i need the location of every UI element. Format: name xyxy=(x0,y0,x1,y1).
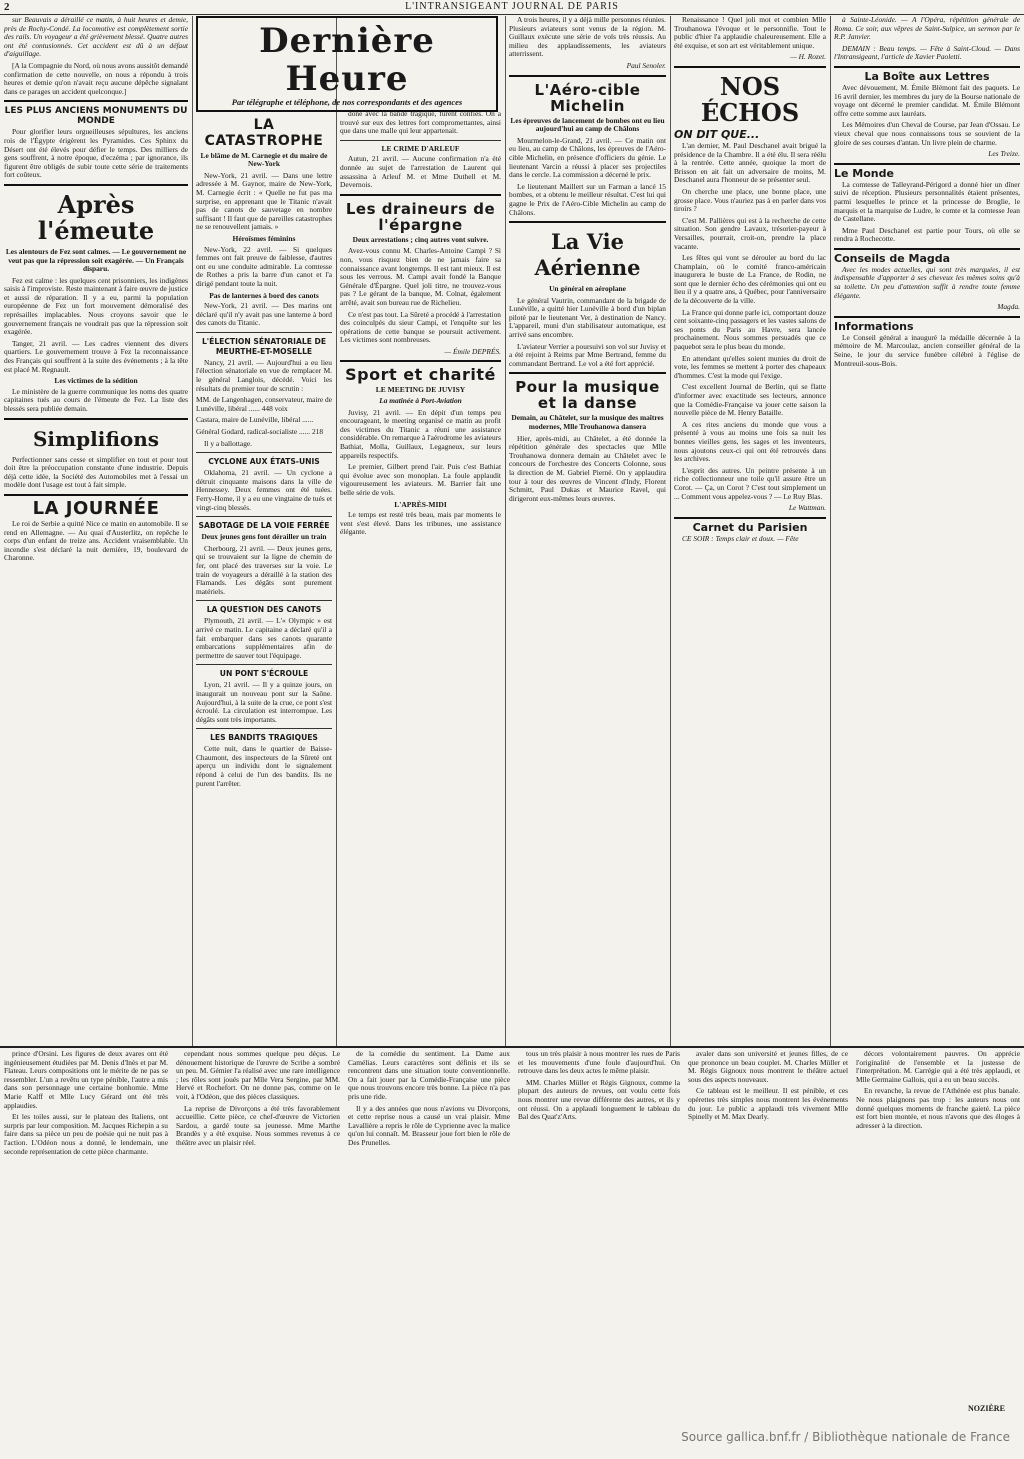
paragraph: done avec la bande tragique, furent confiés. On a trouvé sur eux des lettres fort compromettantes, ainsi que dans une malle qui leur appartenait. xyxy=(340,109,501,136)
bottom-column-4 xyxy=(518,1050,680,1420)
section-title: Dernière Heure xyxy=(259,21,435,99)
subheadline: Un général en aéroplane xyxy=(549,284,626,294)
headline: Informations xyxy=(834,319,914,333)
paragraph: Le temps est resté très beau, mais par moments le vent s'est élevé. Dans les tribunes, une assistance élégante. xyxy=(340,510,501,537)
paragraph: Il y a des années que nous n'avions vu Divorçons, et cette reprise nous a causé un vrai plaisir. Mme Lavallière a repris le rôle de Cyprienne avec la malice qu'on lui connaît. M. Brasseur joue fort bien le rôle de Des Prunelles. xyxy=(348,1103,510,1147)
echo-paragraph: L'esprit des autres. Un peintre présente à un riche collectionneur une toile qu'il assure être un Corot. — Ça, un Corot ? C'est tout simplement un ... Comment vous appelez-vous ? — Le Ruy Blas. xyxy=(674,465,826,501)
paragraph: Avez-vous connu M. Charles-Antoine Campi ? Si non, vous risquez bien de ne jamais faire sa connaissance avant longtemps. Il est tant mieux. Il est sous les verrous. M. Campi avait fondé la Banque Générale d'Épargne. Quel joli titre, ne trouvez-vous pas ? Le gérant de la banque, M. Colnat, également arrêté, avait son bureau rue de Richelieu. xyxy=(340,246,501,307)
echo-paragraph: En attendant qu'elles soient munies du droit de vote, les femmes se mettent à porter des chapeaux d'hommes. C'est la mode qui l'exige. xyxy=(674,353,826,380)
byline: — Émile DEPRÉS. xyxy=(444,346,501,356)
subheadline: Les alentours de Fez sont calmes. — Le gouvernement ne veut pas que la répression soit exagérée. — Un Français disparu. xyxy=(5,246,187,274)
headline: L'Aéro-cible Michelin xyxy=(534,80,641,115)
headline: Pour la musique et la danse xyxy=(515,378,660,413)
paragraph: avaler dans son université et jeunes filles, de ce que prononce un beau couplet. M. Charles Müller et M. Régis Gignoux nous montrent le théâtre actuel sous des aspects nouveaux. xyxy=(688,1049,848,1084)
headline: UN PONT S'ÉCROULE xyxy=(219,669,309,679)
echo-paragraph: A ces rites anciens du monde que vous a présenté à vous au moins une fois sa nuit les bonnes vieilles gens, les sages et les inventeurs, nous ajoutons ceux-ci qui ont été retrouvés dans les archives. xyxy=(674,419,826,464)
paragraph: décors volontairement pauvres. On apprécie l'originalité de l'ensemble et la justesse de l'interprétation. M. Carrégie qui a été très applaudi, et Mlle Germaine Gallois, qui a eu un beau succès. xyxy=(856,1049,1020,1084)
subheadline: Deux jeunes gens font dérailler un train xyxy=(201,532,327,542)
column-3 xyxy=(340,110,501,1046)
byline: Magda. xyxy=(997,302,1020,312)
headline: L'ÉLECTION SÉNATORIALE DE MEURTHE-ET-MOSELLE xyxy=(201,336,327,356)
paragraph: Mme Paul Deschanel est partie pour Tours, où elle se rendra à Rochecotte. xyxy=(834,225,1020,244)
headline: La Boîte aux Lettres xyxy=(864,69,990,83)
bottom-column-6 xyxy=(856,1050,1020,1420)
paragraph: L'aviateur Verrier a poursuivi son vol sur Juvisy et a été rejoint à Reims par Mme Bertrand, femme du commandant Bertrand. Le vol a été fort apprécié. xyxy=(509,341,666,368)
paragraph: Ce tableau est le meilleur. Il est pénible, et ces opérettes très simples nous montrent les événements du jour. Le public a applaudi très vivement Mlle Spinelly et M. Max Dearly. xyxy=(688,1086,848,1122)
result-line: MM. de Langenhagen, conservateur, maire de Lunéville, libéral ...... 448 voix xyxy=(196,395,332,413)
subheadline: L'APRÈS-MIDI xyxy=(394,499,447,509)
masthead: L'INTRANSIGEANT JOURNAL DE PARIS xyxy=(405,1,619,12)
subheadline: Pas de lanternes à bord des canots xyxy=(209,290,319,300)
headline: Conseils de Magda xyxy=(834,251,951,265)
paragraph: Avec dévouement, M. Émile Blémont fait des paquets. Le 16 avril dernier, les membres du jury de la Bourse nationale de voyage ont décerné le premier candidat. M. Émile Blémont offre cette somme aux lauréats. xyxy=(834,82,1020,118)
echo-paragraph: Les fêtes qui vont se dérouler au bord du lac Champlain, où le comité franco-américain inaugurera le buste de La France, de Rodin, ne sont que le dernier écho des cérémonies qui ont eu lieu il y a quatre ans, à Québec, pour l'anniversaire de la découverte de la ville. xyxy=(674,253,826,306)
paragraph: de la comédie du sentiment. La Dame aux Camélias. Leurs caractères sont définis et ils se rencontrent dans une situation toute conventionnelle. On a fait jouer par la Comédie-Française une pièce que nous trouvons encore très bonne. La pièce n'a pas pris une ride. xyxy=(348,1049,510,1101)
paragraph: Mourmelon-le-Grand, 21 avril. — Ce matin ont eu lieu, au camp de Châlons, les épreuves de l'Aéro-cible Michelin, en présence d'officiers du génie. Le lieutenant Varcin a réussi à placer ses projectiles dans le cercle. La commission a décerné le prix. xyxy=(509,135,666,180)
bottom-column-3 xyxy=(348,1050,510,1420)
subheadline: LE MEETING DE JUVISY xyxy=(375,385,466,395)
headline: LES PLUS ANCIENS MONUMENTS DU MONDE xyxy=(4,106,188,127)
article-signature: NOZIÈRE xyxy=(968,1404,1005,1413)
byline: Les Treize. xyxy=(988,149,1020,159)
column-1 xyxy=(4,16,188,1046)
headline: Carnet du Parisien xyxy=(692,520,808,534)
source-credit: Source gallica.bnf.fr / Bibliothèque nationale de France xyxy=(681,1430,1010,1444)
paragraph: Cherbourg, 21 avril. — Deux jeunes gens, qui se trouvaient sur la ligne de chemin de fer, ont placé des traverses sur la voie. Le train de voyageurs a déraillé à la station des Flamands. Les dégâts sont purement matériels. xyxy=(196,543,332,596)
byline: Paul Senoler. xyxy=(626,60,666,70)
paragraph: Le ministère de la guerre communique les noms des quatre capitaines tués au cours de l'émeute de Fez. La liste des blessés sera publiée demain. xyxy=(4,386,188,413)
derniere-heure-box xyxy=(196,16,498,112)
bottom-column-2 xyxy=(176,1050,340,1420)
paragraph: Juvisy, 21 avril. — En dépit d'un temps peu encourageant, le meeting organisé ce matin au profit des victimes du Titanic a réuni une assistance considérable. On remarque à l'aérodrome les aviateurs Bathiat, Molla, Guillaux, Legagneux, sur leurs appareils respectifs. xyxy=(340,407,501,460)
headline: NOS ÉCHOS xyxy=(700,71,800,127)
paragraph: Le Conseil général a inauguré la médaille décernée à la mémoire de M. Marcoulaz, ancien conseiller général de la Seine, le jour du service funèbre célébré à l'église de Montreuil-sous-Bois. xyxy=(834,332,1020,368)
byline: Le Wattman. xyxy=(788,503,826,513)
paragraph: La comtesse de Talleyrand-Périgord a donné hier un dîner suivi de réception. Plusieurs personnalités étaient présentes, parmi lesquelles le prince et la princesse de Broglie, le marquis et la marquise de Ludre, le comte et la comtesse Jean de Castellane. xyxy=(834,179,1020,224)
result-line: Général Godard, radical-socialiste ...... 218 xyxy=(196,427,324,437)
paragraph: Nancy, 21 avril. — Aujourd'hui a eu lieu l'élection sénatoriale en vue de remplacer M. le général Langlois, décédé. Voici les résultats du premier tour de scrutin : xyxy=(196,357,332,393)
upper-columns xyxy=(0,16,1024,1046)
subheadline: Deux arrestations ; cinq autres vont suivre. xyxy=(352,234,489,244)
paragraph: Ce n'est pas tout. La Sûreté a procédé à l'arrestation des coinculpés du sieur Campi, et l'enquête sur les opérations de cette banque se poursuit activement. Les victimes sont nombreuses. xyxy=(340,309,501,345)
paragraph: Tanger, 21 avril. — Les cadres viennent des divers quartiers. Le gouvernement trouve à Fez la reconnaissance des Français qui souffrent à la suite des événements ; à la tête est placé M. Regnault. xyxy=(4,338,188,374)
subheadline: La matinée à Port-Aviation xyxy=(379,396,462,406)
paragraph: Renaissance ! Quel joli mot et combien Mlle Trouhanowa l'évoque et le personnifie. Tout le public d'hier l'a applaudie chaleureusement. Elle a été exquise, et son art est véritablement unique. xyxy=(674,15,826,50)
headline: Après l'émeute xyxy=(37,189,155,245)
column-5 xyxy=(674,16,826,1046)
result-line: Castara, maire de Lunéville, libéral ...... xyxy=(196,415,314,425)
echo-paragraph: C'est excellent Journal de Berlin, qui se flatte d'informer avec exactitude ses lecteurs, annonce que la Comédie-Française va jouer cette saison la nouvelle pièce de M. Henry Bataille. xyxy=(674,382,826,418)
column-4 xyxy=(509,16,666,1046)
bottom-column-5 xyxy=(688,1050,848,1420)
paragraph: Le lieutenant Maillert sur un Farman a lancé 15 bombes, et a obtenu le meilleur résultat. C'est lui qui gagne le Prix de l'Aéro-Cible Michelin au camp de Châlons. xyxy=(509,181,666,217)
subheadline: Le blâme de M. Carnegie et du maire de New-York xyxy=(200,150,328,169)
headline: LA QUESTION DES CANOTS xyxy=(206,605,322,615)
headline: Sport et charité xyxy=(345,365,496,385)
paragraph: MM. Charles Müller et Régis Gignoux, comme la plupart des auteurs de revues, ont voulu cette fois nous montrer une revue différente des autres, et ils y ont réussi. On a applaudi longuement le tableau du Bal des Quat'z'Arts. xyxy=(518,1077,680,1122)
paragraph: Lyon, 21 avril. — Il y a quinze jours, on inaugurait un nouveau pont sur la Saône. Aujourd'hui, à la suite de la crue, ce pont s'est écroulé. La circulation est interrompue. Les dégâts sont très importants. xyxy=(196,680,332,724)
lead-paragraph: sur Beauvais a déraillé ce matin, à huit heures et demie, près de Rochy-Condé. La locomotive est complètement sortie des rails. Un voyageur a été grièvement blessé. Quatre autres ont été contusionnés. Cet accident est dû à un défaut d'aiguillage. xyxy=(4,15,188,59)
feuilleton-separator xyxy=(0,1046,1024,1048)
paragraph: Hier, après-midi, au Châtelet, a été donnée la répétition générale des spectacles que Mlle Trouhanowa donnera demain au Châtelet avec le concours de l'orchestre des Concerts Colonne, sous la direction de M. Gabriel Pierné. On y applaudira tour à tour des œuvres de Vincent d'Indy, Florent Schmitt, Paul Dukas et Maurice Ravel, qui dirigeront eux-mêmes leurs œuvres. xyxy=(509,433,666,503)
paragraph: Autun, 21 avril. — Aucune confirmation n'a été donnée au sujet de l'arrestation de Laurent qui assassina à Arleuf M. et Mme Duthell et M. Devernois. xyxy=(340,154,501,190)
paragraph: Il y a ballottage. xyxy=(204,438,253,448)
subheadline: ON DIT QUE... xyxy=(674,127,760,141)
subheadline: Demain, au Châtelet, sur la musique des maîtres modernes, Mlle Trouhanowa dansera xyxy=(511,413,664,432)
paragraph: Pour glorifier leurs orgueilleuses sépultures, les anciens rois de l'Égypte érigèrent les Pyramides. Ces Sphinx du Désert ont été élevés pour défier le temps. Des milliers de gens souffrent, à notre époque, d'eczéma ; par ignorance, ils figurent être obligés de subir toute cette série de traitements fort coûteux. xyxy=(4,127,188,180)
paragraph: Cette nuit, dans le quartier de Baisse-Chaumont, des inspecteurs de la Sûreté ont aperçu un individu dont le signalement répond à celui de l'un des bandits. Ils ne purent l'arrêter. xyxy=(196,744,332,788)
bottom-column-1 xyxy=(4,1050,168,1420)
headline: CYCLONE AUX ÉTATS-UNIS xyxy=(208,457,320,467)
paragraph: Fez est calme : les quelques cent prisonniers, les indigènes saisis à l'improviste. Reste maintenant à faire œuvre de justice et aussi de réparation. Il y a eu, parmi la population européenne de Fez un fort mouvement démoralisé des représailles implacables. Nous croyons savoir que le gouvernement français ne voudrait pas que la répression soit exagérée. xyxy=(4,275,188,337)
echo-paragraph: L'an dernier, M. Paul Deschanel avait brigué la présidence de la Chambre. Il a été élu. Il sera réélu à la rentrée. Cette année, quoique la mort de Brisson en ait fait un adversaire de moins, M. Deschanel aura l'honneur de se présenter seul. xyxy=(674,140,826,185)
section-subtitle: Par télégraphe et téléphone, de nos correspondants et des agences xyxy=(231,97,463,107)
headline: Simplifions xyxy=(32,426,160,451)
paragraph: Avec les modes actuelles, qui sont très marquées, il est indispensable d'apporter à ses cheveux les mêmes soins qu'à sa toilette. Un peu d'attention suffit à rendre toute femme élégante. xyxy=(834,264,1020,300)
byline: — H. Rozet. xyxy=(790,52,826,62)
paragraph: New-York, 21 avril. — Dans une lettre adressée à M. Gaynor, maire de New-York, M. Carnegie écrit : « Quelle ne fut pas ma surprise, en apprenant que le Titanic n'avait pas de canots de sauvetage en nombre suffisant ! Il faut que de pareilles catastrophes ne se renouvellent jamais. » xyxy=(196,170,332,232)
headline: Le Monde xyxy=(834,166,894,180)
headline: LA JOURNÉE xyxy=(32,497,160,519)
headline: LE CRIME D'ARLEUF xyxy=(381,143,460,153)
paragraph: Oklahoma, 21 avril. — Un cyclone a détruit cinquante maisons dans la ville de Hennessey. Deux femmes ont été tuées. Ferry-Home, il y a eu une vingtaine de tués et vingt-cinq blessés. xyxy=(196,468,332,512)
column-6 xyxy=(834,16,1020,1046)
headline: LES BANDITS TRAGIQUES xyxy=(210,733,318,743)
paragraph: A trois heures, il y a déjà mille personnes réunies. Plusieurs aviateurs sont venus de la région. M. Guillaux exécute une série de vols très réussis. Au milieu des applaudissements, les aviateurs atterrissent. xyxy=(509,15,666,59)
paragraph: cependant nous sommes quelque peu déçus. Le dénouement historique de l'œuvre de Scribe a sombré un peu. M. Gémier l'a réalisé avec une rare intelligence ; les rôles sont joués par Mlle Vera Sergine, par MM. Hervé et Rochefort. On ne donne pas, comme on le voit, à l'Odéon, que des pièces classiques. xyxy=(176,1049,340,1101)
paragraph: tous un très plaisir à nous montrer les rues de Paris et les mouvements d'une foule d'aujourd'hui. On retrouve dans les deux actes le même plaisir. xyxy=(518,1049,680,1076)
headline: SABOTAGE DE LA VOIE FERRÉE xyxy=(198,521,330,531)
paragraph: Le premier, Gilbert prend l'air. Puis c'est Bathiat qui évolue avec son monoplan. La foule applaudit vigoureusement les aviateurs. M. Barrier fait une belle série de vols. xyxy=(340,462,501,497)
headline: Les draineurs de l'épargne xyxy=(345,199,496,234)
headline: La Vie Aérienne xyxy=(534,229,641,281)
subheadline: Héroïsmes féminins xyxy=(232,233,296,243)
paragraph: New-York, 21 avril. — Des marins ont déclaré qu'il n'y avait pas une lanterne à bord des canots du Titanic. xyxy=(196,301,332,328)
paragraph: En revanche, la revue de l'Athénée est plus banale. Ne nous plaignons pas trop : les auteurs nous ont donné quelques moments de franche gaieté. La pièce est fort bien montée, et nous n'avons que des éloges à adresser à la direction. xyxy=(856,1086,1020,1130)
paragraph: Les Mémoires d'un Cheval de Course, par Jean d'Ossau. Le vieux cheval que nous connaissons tous se souvient de la gloire de ses courses d'antan. Un livre plein de charme. xyxy=(834,120,1020,147)
paragraph: Le général Vautrin, commandant de la brigade de Lunéville, a quitté hier Lunéville à bord d'un biplan piloté par le lieutenant Ver, à destination de Nancy. L'appareil, muni d'un stabilisateur automatique, est arrivé sans encombre. xyxy=(509,295,666,340)
page-header xyxy=(0,0,1024,15)
echo-paragraph: La France qui donne parle ici, comportant douze cent soixante-cinq passagers et les vastes salons de ses ponts du Paris au Havre, sera lancée prochainement. Nous sommes persuadés que ce paquebot sera le plus beau du monde. xyxy=(674,307,826,352)
paragraph: [A la Compagnie du Nord, où nous avons aussitôt demandé confirmation de cette nouvelle, on nous a répondu à trois heures et demie qu'on n'avait reçu aucune dépêche signalant dans ce parages un accident quelconque.] xyxy=(4,60,188,96)
paragraph: Le roi de Serbie a quitté Nice ce matin en automobile. Il se rend en Allemagne. — Au quai d'Austerlitz, on repêche le corps d'un enfant de treize ans. Accident vraisemblable. Un incendie s'est déclaré la nuit dernière, 19, boulevard de Charonne. xyxy=(4,518,188,563)
paragraph: New-York, 22 avril. — Si quelques femmes ont fait preuve de faiblesse, d'autres ont eu une conduite admirable. La comtesse de Rothes a pris la barre d'un canot et l'a dirigé pendant toute la nuit. xyxy=(196,244,332,288)
lower-columns xyxy=(0,1050,1024,1420)
echo-paragraph: C'est M. Pallières qui est à la recherche de cette situation. Son gendre Lavaux, trésorier-payeur à Versailles, pourrait, croit-on, prendre la place vacante. xyxy=(674,215,826,251)
paragraph: DEMAIN : Beau temps. — Fête à Saint-Cloud. — Dans l'Intransigeant, l'article de Xavier Paoletti. xyxy=(834,43,1020,62)
paragraph: Et les toiles aussi, sur le plateau des Italiens, ont surpris par leur composition. M. Jacques Richepin a su faire dans sa pièce un peu de poésie qui ne nuit pas à l'action. L'Odéon nous a donné, le lendemain, une seconde représentation de cette pièce charmante. xyxy=(4,1112,168,1156)
subheadline: Les épreuves de lancement de bombes ont eu lieu aujourd'hui au camp de Châlons xyxy=(510,115,665,134)
paragraph: La reprise de Divorçons a été très favorablement accueillie. Cette pièce, ce chef-d'œuvre de Victorien Sardou, a gardé toute sa jeunesse. Mme Marthe Brandès y a été exquise. Nous sommes revenus à ce théâtre avec un plaisir réel. xyxy=(176,1103,340,1147)
paragraph: Plymouth, 21 avril. — L'« Olympic » est arrivé ce matin. Le capitaine a déclaré qu'il a fait embarquer dans ses canots quarante embarcations supplémentaires afin de permettre de sauver tout l'équipage. xyxy=(196,616,332,660)
paragraph: prince d'Orsini. Les figures de deux avares ont été ingénieusement étudiées par M. Denis d'Inès et par M. Flateau. Leurs compositions ont le mérite de ne pas se ressembler. L'un a revêtu un type pénible, l'autre a mis dans son personnage une certaine bonhomie. Mme Marie Kalff et Mlle Lucy Gérard ont été très applaudies. xyxy=(4,1049,168,1110)
paragraph: à Sainte-Léonide. — A l'Opéra, répétition générale de Roma. Ce soir, aux vêpres de Saint-Sulpice, un sermon par le R.P. Janvier. xyxy=(834,15,1020,42)
paragraph: Perfectionner sans cesse et simplifier en tout et pour tout doit être la préoccupation constante d'une industrie. Depuis déjà cette idée, la Société des Automobiles met à l'essai un modèle dont l'usage est tout à fait simple. xyxy=(4,454,188,490)
headline: LA CATASTROPHE xyxy=(204,116,324,149)
page-number: 2 xyxy=(4,1,10,13)
subheadline: Les victimes de la sédition xyxy=(54,376,138,386)
echo-paragraph: On cherche une place, une bonne place, une grosse place. Vous n'auriez pas à en parler dans vos tiroirs ? xyxy=(674,186,826,214)
paragraph: CE SOIR : Temps clair et doux. — Fête xyxy=(682,533,799,543)
